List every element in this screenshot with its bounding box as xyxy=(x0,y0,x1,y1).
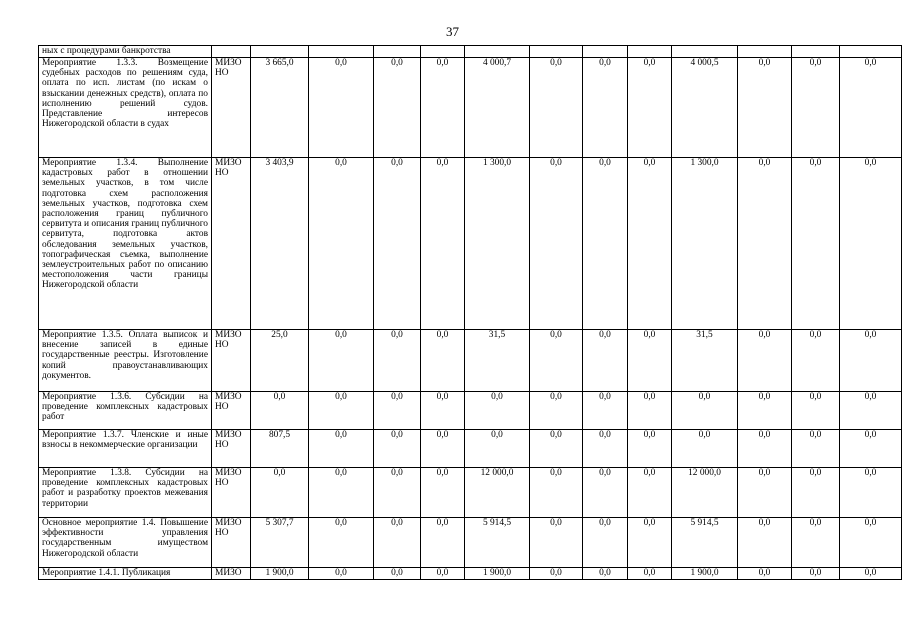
amount-cell: 0,0 xyxy=(628,518,672,568)
amount-cell: 0,0 xyxy=(792,330,840,392)
amount-cell: 0,0 xyxy=(374,468,421,518)
amount-cell: 1 900,0 xyxy=(672,568,738,580)
amount-cell: 0,0 xyxy=(374,518,421,568)
amount-cell: 0,0 xyxy=(530,468,583,518)
table-row xyxy=(39,46,902,58)
table-row xyxy=(39,158,902,330)
amount-cell: 0,0 xyxy=(309,518,374,568)
amount-cell: 0,0 xyxy=(792,468,840,518)
amount-cell: 1 300,0 xyxy=(672,158,738,330)
table-row xyxy=(39,58,902,158)
amount-cell: 0,0 xyxy=(309,392,374,430)
amount-cell: 0,0 xyxy=(738,468,792,518)
amount-cell: 1 900,0 xyxy=(465,568,530,580)
amount-cell: 0,0 xyxy=(309,430,374,468)
amount-cell: 0,0 xyxy=(840,58,902,158)
amount-cell: 0,0 xyxy=(374,58,421,158)
amount-cell: 0,0 xyxy=(628,430,672,468)
amount-cell: 1 300,0 xyxy=(465,158,530,330)
amount-cell: 5 914,5 xyxy=(672,518,738,568)
amount-cell: 0,0 xyxy=(309,330,374,392)
amount-cell: 0,0 xyxy=(840,158,902,330)
amount-cell: 0,0 xyxy=(421,518,465,568)
amount-cell: 0,0 xyxy=(840,468,902,518)
amount-cell: 0,0 xyxy=(530,330,583,392)
amount-cell: 0,0 xyxy=(465,392,530,430)
amount-cell: 0,0 xyxy=(309,58,374,158)
amount-cell: 0,0 xyxy=(421,568,465,580)
amount-cell: 0,0 xyxy=(738,58,792,158)
amount-cell: 0,0 xyxy=(628,158,672,330)
amount-cell: 0,0 xyxy=(840,330,902,392)
amount-cell: 0,0 xyxy=(628,330,672,392)
amount-cell: 0,0 xyxy=(530,158,583,330)
amount-cell: 0,0 xyxy=(309,158,374,330)
amount-cell: 0,0 xyxy=(583,568,628,580)
amount-cell: 0,0 xyxy=(583,330,628,392)
executor-cell: МИЗО НО xyxy=(212,330,251,392)
amount-cell: 0,0 xyxy=(251,468,309,518)
activity-name-cell: ных с процедурами банкротства xyxy=(39,46,212,58)
amount-cell: 1 900,0 xyxy=(251,568,309,580)
activity-name-cell: Основное мероприятие 1.4. Повышение эффективности управления государственным имуществом Нижегородской области xyxy=(39,518,212,568)
amount-cell: 0,0 xyxy=(530,568,583,580)
amount-cell: 4 000,7 xyxy=(465,58,530,158)
amount-cell: 0,0 xyxy=(583,430,628,468)
amount-cell: 0,0 xyxy=(672,430,738,468)
table-row xyxy=(39,468,902,518)
amount-cell: 12 000,0 xyxy=(465,468,530,518)
amount-cell: 12 000,0 xyxy=(672,468,738,518)
amount-cell: 0,0 xyxy=(738,158,792,330)
executor-cell: МИЗО НО xyxy=(212,392,251,430)
amount-cell: 0,0 xyxy=(530,518,583,568)
amount-cell xyxy=(840,46,902,58)
amount-cell: 5 914,5 xyxy=(465,518,530,568)
amount-cell: 3 665,0 xyxy=(251,58,309,158)
amount-cell xyxy=(251,46,309,58)
amount-cell: 3 403,9 xyxy=(251,158,309,330)
amount-cell: 0,0 xyxy=(421,158,465,330)
activity-name-cell: Мероприятие 1.3.7. Членские и иные взносы в некоммерческие организации xyxy=(39,430,212,468)
amount-cell: 0,0 xyxy=(792,568,840,580)
amount-cell xyxy=(672,46,738,58)
executor-cell: МИЗО НО xyxy=(212,518,251,568)
amount-cell: 0,0 xyxy=(465,430,530,468)
executor-cell: МИЗО xyxy=(212,568,251,580)
amount-cell: 0,0 xyxy=(421,330,465,392)
activity-name-cell: Мероприятие 1.3.4. Выполнение кадастровых работ в отношении земельных участков, в том числе подготовка схем расположения земельных участков, подготовка схем расположения границ публичного сервитута и описания границ публичного сервитута, подготовка актов обследования земельных участков, топографическая съемка, выполнение землеустроительных работ по описанию местоположения части границы Нижегородской области xyxy=(39,158,212,330)
amount-cell: 0,0 xyxy=(672,392,738,430)
amount-cell: 4 000,5 xyxy=(672,58,738,158)
activity-name-cell: Мероприятие 1.4.1. Публикация xyxy=(39,568,212,580)
amount-cell: 0,0 xyxy=(374,330,421,392)
executor-cell: МИЗО НО xyxy=(212,58,251,158)
amount-cell: 0,0 xyxy=(738,568,792,580)
amount-cell: 0,0 xyxy=(628,468,672,518)
amount-cell: 0,0 xyxy=(309,568,374,580)
page-number: 37 xyxy=(446,24,459,39)
amount-cell xyxy=(792,46,840,58)
amount-cell: 0,0 xyxy=(792,58,840,158)
amount-cell: 0,0 xyxy=(792,430,840,468)
table-row xyxy=(39,568,902,580)
amount-cell: 0,0 xyxy=(421,58,465,158)
table-body xyxy=(39,46,902,580)
budget-table xyxy=(38,45,902,580)
amount-cell: 25,0 xyxy=(251,330,309,392)
amount-cell: 0,0 xyxy=(583,518,628,568)
activity-name-cell: Мероприятие 1.3.5. Оплата выписок и внесение записей в единые государственные реестры. Изготовление копий правоустанавливающих документов. xyxy=(39,330,212,392)
amount-cell: 0,0 xyxy=(840,568,902,580)
amount-cell xyxy=(738,46,792,58)
amount-cell: 0,0 xyxy=(738,392,792,430)
amount-cell: 5 307,7 xyxy=(251,518,309,568)
amount-cell xyxy=(421,46,465,58)
table-row xyxy=(39,392,902,430)
amount-cell: 0,0 xyxy=(738,430,792,468)
amount-cell: 0,0 xyxy=(309,468,374,518)
amount-cell: 0,0 xyxy=(628,568,672,580)
amount-cell: 0,0 xyxy=(374,430,421,468)
amount-cell: 0,0 xyxy=(530,430,583,468)
amount-cell: 0,0 xyxy=(530,392,583,430)
amount-cell: 0,0 xyxy=(374,392,421,430)
amount-cell xyxy=(309,46,374,58)
executor-cell: МИЗО НО xyxy=(212,430,251,468)
activity-name-cell: Мероприятие 1.3.6. Субсидии на проведение комплексных кадастровых работ xyxy=(39,392,212,430)
amount-cell: 0,0 xyxy=(374,568,421,580)
amount-cell: 0,0 xyxy=(583,468,628,518)
table-row xyxy=(39,330,902,392)
activity-name-cell: Мероприятие 1.3.8. Субсидии на проведение комплексных кадастровых работ и разработку проектов межевания территории xyxy=(39,468,212,518)
amount-cell: 0,0 xyxy=(583,58,628,158)
amount-cell: 0,0 xyxy=(530,58,583,158)
table-row xyxy=(39,430,902,468)
amount-cell: 0,0 xyxy=(840,430,902,468)
activity-name-cell: Мероприятие 1.3.3. Возмещение судебных расходов по решениям суда, оплата по исп. листам (по искам о взыскании денежных средств), оплата по исполнению решений судов. Представление интересов Нижегородской области в судах xyxy=(39,58,212,158)
amount-cell: 0,0 xyxy=(738,518,792,568)
amount-cell: 0,0 xyxy=(738,330,792,392)
amount-cell xyxy=(628,46,672,58)
amount-cell xyxy=(465,46,530,58)
amount-cell: 0,0 xyxy=(421,430,465,468)
amount-cell: 31,5 xyxy=(672,330,738,392)
executor-cell xyxy=(212,46,251,58)
amount-cell: 0,0 xyxy=(792,518,840,568)
amount-cell xyxy=(583,46,628,58)
amount-cell: 807,5 xyxy=(251,430,309,468)
amount-cell: 0,0 xyxy=(840,392,902,430)
amount-cell: 0,0 xyxy=(251,392,309,430)
executor-cell: МИЗО НО xyxy=(212,158,251,330)
amount-cell xyxy=(374,46,421,58)
amount-cell: 0,0 xyxy=(421,468,465,518)
amount-cell: 0,0 xyxy=(792,158,840,330)
amount-cell: 0,0 xyxy=(628,392,672,430)
amount-cell: 0,0 xyxy=(421,392,465,430)
amount-cell: 0,0 xyxy=(792,392,840,430)
amount-cell: 0,0 xyxy=(840,518,902,568)
executor-cell: МИЗО НО xyxy=(212,468,251,518)
amount-cell: 0,0 xyxy=(583,392,628,430)
amount-cell xyxy=(530,46,583,58)
amount-cell: 31,5 xyxy=(465,330,530,392)
table-row xyxy=(39,518,902,568)
amount-cell: 0,0 xyxy=(583,158,628,330)
amount-cell: 0,0 xyxy=(374,158,421,330)
amount-cell: 0,0 xyxy=(628,58,672,158)
